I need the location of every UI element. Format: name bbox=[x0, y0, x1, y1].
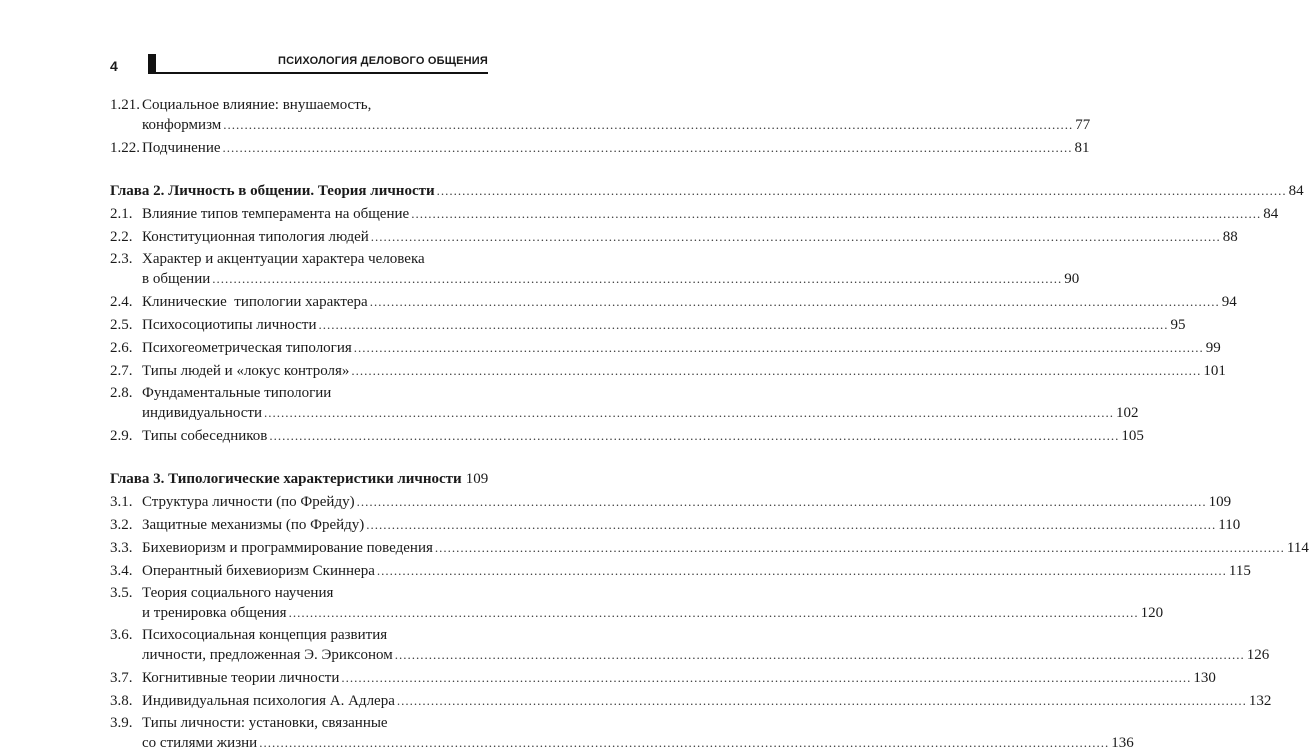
toc-entry-title: Типы людей и «локус контроля» bbox=[142, 363, 350, 379]
toc-entry-title-line2: индивидуальности bbox=[142, 405, 263, 421]
toc-entry-title-line1: Социальное влияние: внушаемость, bbox=[142, 97, 372, 113]
leader-dots: ........................................................................................................................................................................................................ bbox=[396, 693, 1247, 708]
toc-page-number: 102 bbox=[1116, 405, 1139, 421]
toc-entry-number: 3.5. bbox=[110, 585, 133, 601]
toc-page-number: 95 bbox=[1170, 317, 1186, 333]
toc-entry-title: Подчинение bbox=[142, 140, 221, 156]
leader-dots: ........................................................................................................................................................................................................ bbox=[288, 605, 1139, 620]
table-of-contents bbox=[110, 96, 1309, 756]
toc-entry-number: 2.9. bbox=[110, 428, 133, 444]
toc-page-number: 77 bbox=[1075, 117, 1091, 133]
toc-entry-3-3 bbox=[110, 538, 1309, 558]
header-bar bbox=[148, 54, 156, 74]
toc-entry-number: 3.7. bbox=[110, 670, 133, 686]
leader-dots: ........................................................................................................................................................................................................ bbox=[394, 647, 1245, 662]
toc-entry-number: 2.4. bbox=[110, 294, 133, 310]
leader-dots: ........................................................................................................................................................................................................ bbox=[356, 494, 1207, 509]
page-header bbox=[110, 52, 488, 76]
toc-entry-2-2 bbox=[110, 227, 1238, 247]
toc-entry-title: Психогеометрическая типология bbox=[142, 340, 352, 356]
toc-entry-title-line2: и тренировка общения bbox=[142, 605, 287, 621]
toc-entry-3-8 bbox=[110, 691, 1272, 711]
toc-entry-number: 3.2. bbox=[110, 517, 133, 533]
toc-entry-number: 2.1. bbox=[110, 206, 133, 222]
toc-entry-title-line2: личности, предложенная Э. Эриксоном bbox=[142, 647, 393, 663]
toc-entry-title: Структура личности (по Фрейду) bbox=[142, 494, 355, 510]
toc-entry-title: Оперантный бихевиоризм Скиннера bbox=[142, 563, 375, 579]
toc-entry-title: Типы собеседников bbox=[142, 428, 268, 444]
leader-dots: ........................................................................................................................................................................................................ bbox=[434, 540, 1285, 555]
toc-page-number: 84 bbox=[1263, 206, 1279, 222]
leader-dots: ........................................................................................................................................................................................................ bbox=[369, 294, 1220, 309]
toc-entry-3-7 bbox=[110, 668, 1216, 688]
toc-entry-number: 3.6. bbox=[110, 627, 133, 643]
leader-dots: ........................................................................................................................................................................................................ bbox=[351, 363, 1202, 378]
leader-dots: ........................................................................................................................................................................................................ bbox=[411, 206, 1262, 221]
toc-entry-1-21 bbox=[110, 96, 1091, 135]
toc-entry-3-2 bbox=[110, 515, 1241, 535]
toc-page-number: 110 bbox=[1218, 517, 1241, 533]
toc-chapter-2 bbox=[110, 181, 1304, 201]
chapter-title: Глава 2. Личность в общении. Теория личности bbox=[110, 183, 435, 199]
toc-page-number: 99 bbox=[1205, 340, 1221, 356]
toc-page-number: 132 bbox=[1248, 693, 1272, 709]
toc-page-number: 136 bbox=[1111, 735, 1134, 751]
running-title: ПСИХОЛОГИЯ ДЕЛОВОГО ОБЩЕНИЯ bbox=[277, 55, 488, 67]
toc-entry-title: Конституционная типология людей bbox=[142, 229, 369, 245]
toc-entry-3-4 bbox=[110, 561, 1251, 581]
toc-entry-number: 2.8. bbox=[110, 385, 133, 401]
toc-entry-title-line1: Психосоциальная концепция развития bbox=[142, 627, 388, 643]
toc-page-number: 130 bbox=[1193, 670, 1216, 686]
toc-entry-2-8 bbox=[110, 384, 1139, 423]
toc-page-number: 126 bbox=[1246, 647, 1270, 663]
toc-entry-title: Защитные механизмы (по Фрейду) bbox=[142, 517, 365, 533]
toc-chapter-3 bbox=[110, 469, 488, 489]
toc-page-number: 120 bbox=[1140, 605, 1164, 621]
toc-entry-2-5 bbox=[110, 315, 1186, 335]
toc-page-number: 81 bbox=[1074, 140, 1090, 156]
toc-page-number: 115 bbox=[1228, 563, 1251, 579]
toc-entry-title-line1: Фундаментальные типологии bbox=[142, 385, 332, 401]
leader-dots: ........................................................................................................................................................................................................ bbox=[222, 140, 1073, 155]
toc-entry-number: 3.8. bbox=[110, 693, 133, 709]
toc-entry-3-5 bbox=[110, 584, 1164, 623]
toc-entry-title-line2: конформизм bbox=[142, 117, 222, 133]
toc-entry-2-9 bbox=[110, 426, 1144, 446]
page-number: 4 bbox=[110, 58, 118, 74]
leader-dots: ........................................................................................................................................................................................................ bbox=[370, 229, 1221, 244]
toc-page-number: 84 bbox=[1288, 183, 1304, 199]
leader-dots: ........................................................................................................................................................................................................ bbox=[318, 317, 1169, 332]
toc-page-number: 90 bbox=[1064, 271, 1080, 287]
toc-page-number: 109 bbox=[1208, 494, 1232, 510]
toc-entry-title-line1: Теория социального научения bbox=[142, 585, 334, 601]
toc-page-number: 94 bbox=[1221, 294, 1237, 310]
toc-entry-number: 2.7. bbox=[110, 363, 133, 379]
toc-entry-title: Когнитивные теории личности bbox=[142, 670, 340, 686]
toc-entry-title: Бихевиоризм и программирование поведения bbox=[142, 540, 433, 556]
toc-entry-title: Влияние типов темперамента на общение bbox=[142, 206, 410, 222]
leader-dots: ........................................................................................................................................................................................................ bbox=[436, 183, 1287, 198]
toc-entry-title: Индивидуальная психология А. Адлера bbox=[142, 693, 395, 709]
toc-entry-title-line2: в общении bbox=[142, 271, 211, 287]
toc-page-number: 105 bbox=[1121, 428, 1144, 444]
leader-dots: ........................................................................................................................................................................................................ bbox=[269, 428, 1120, 443]
toc-entry-title-line1: Характер и акцентуации характера человека bbox=[142, 251, 425, 267]
toc-entry-number: 3.3. bbox=[110, 540, 133, 556]
leader-dots: ........................................................................................................................................................................................................ bbox=[353, 340, 1204, 355]
leader-dots: ........................................................................................................................................................................................................ bbox=[223, 117, 1074, 132]
toc-entry-number: 1.22. bbox=[110, 140, 140, 156]
toc-entry-number: 2.5. bbox=[110, 317, 133, 333]
leader-dots: ........................................................................................................................................................................................................ bbox=[376, 563, 1227, 578]
toc-entry-number: 2.6. bbox=[110, 340, 133, 356]
toc-entry-3-9 bbox=[110, 714, 1134, 753]
toc-entry-2-1 bbox=[110, 204, 1279, 224]
toc-page-number: 109 bbox=[465, 471, 489, 487]
toc-entry-1-22 bbox=[110, 138, 1090, 158]
header-rule bbox=[148, 72, 488, 74]
toc-page-number: 114 bbox=[1286, 540, 1309, 556]
toc-page-number: 101 bbox=[1203, 363, 1226, 379]
toc-entry-3-6 bbox=[110, 626, 1270, 665]
leader-dots: ........................................................................................................................................................................................................ bbox=[212, 271, 1063, 286]
toc-entry-title-line2: со стилями жизни bbox=[142, 735, 258, 751]
toc-entry-number: 1.21. bbox=[110, 97, 140, 113]
leader-dots: ........................................................................................................................................................................................................ bbox=[341, 670, 1192, 685]
toc-entry-2-3 bbox=[110, 250, 1080, 289]
toc-entry-title: Психосоциотипы личности bbox=[142, 317, 317, 333]
toc-page-number: 88 bbox=[1222, 229, 1238, 245]
toc-entry-number: 3.4. bbox=[110, 563, 133, 579]
toc-entry-2-6 bbox=[110, 338, 1221, 358]
toc-entry-number: 2.2. bbox=[110, 229, 133, 245]
toc-entry-3-1 bbox=[110, 492, 1232, 512]
toc-entry-title-line1: Типы личности: установки, связанные bbox=[142, 715, 388, 731]
toc-entry-number: 3.1. bbox=[110, 494, 133, 510]
leader-dots: ........................................................................................................................................................................................................ bbox=[259, 735, 1110, 750]
toc-entry-number: 3.9. bbox=[110, 715, 133, 731]
leader-dots: ........................................................................................................................................................................................................ bbox=[366, 517, 1217, 532]
leader-dots: ........................................................................................................................................................................................................ bbox=[264, 405, 1115, 420]
toc-entry-2-4 bbox=[110, 292, 1237, 312]
toc-entry-title: Клинические типологии характера bbox=[142, 294, 368, 310]
chapter-title: Глава 3. Типологические характеристики личности bbox=[110, 471, 462, 487]
toc-entry-2-7 bbox=[110, 361, 1226, 381]
toc-entry-number: 2.3. bbox=[110, 251, 133, 267]
